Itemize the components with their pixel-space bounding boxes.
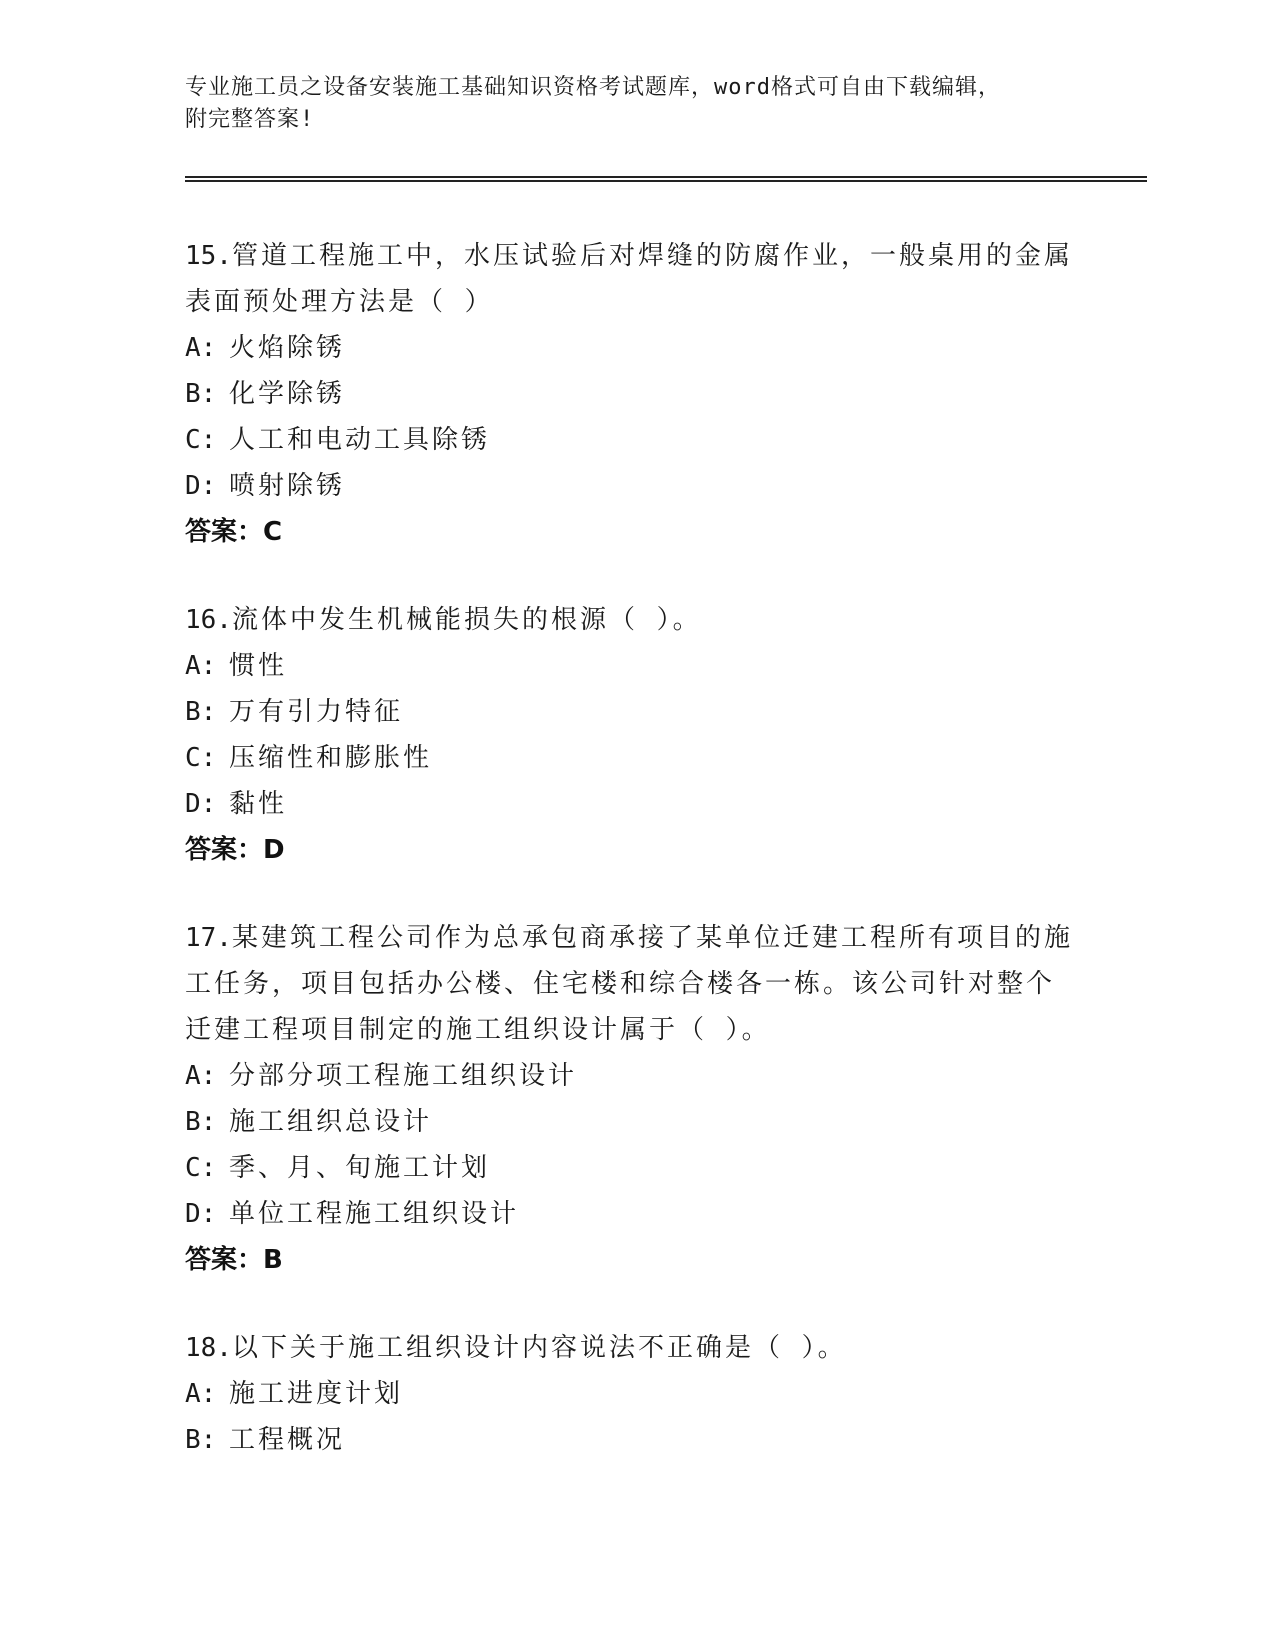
option-letter: A: [185, 651, 217, 681]
question-stem [185, 915, 1085, 961]
question-stem-line: 表面预处理方法是（ ） [185, 287, 494, 317]
question-stem-line: 工任务，项目包括办公楼、住宅楼和综合楼各一栋。该公司针对整个 [185, 969, 1056, 999]
question-stem [185, 1325, 1085, 1371]
answer-line: 答案：B [185, 1245, 283, 1275]
question-stem [185, 597, 1085, 643]
option-a [185, 1371, 1085, 1417]
option-b [185, 689, 1085, 735]
option-b [185, 371, 1085, 417]
question-stem-line: 某建筑工程公司作为总承包商承接了某单位迁建工程所有项目的施 [231, 923, 1073, 953]
question-list [185, 233, 1085, 1505]
question-15 [185, 233, 1085, 555]
header-divider [185, 176, 1147, 182]
option-letter: D: [185, 789, 217, 819]
option-d [185, 1191, 1085, 1237]
option-text: 季、月、旬施工计划 [229, 1153, 491, 1183]
option-letter: B: [185, 1107, 217, 1137]
option-c [185, 735, 1085, 781]
question-stem-line: 流体中发生机械能损失的根源（ ）。 [231, 605, 702, 635]
option-a [185, 1053, 1085, 1099]
option-text: 喷射除锈 [229, 471, 346, 501]
answer-line: 答案：C [185, 517, 283, 547]
option-c [185, 417, 1085, 463]
question-number: 15. [185, 241, 232, 271]
option-c [185, 1145, 1085, 1191]
option-letter: C: [185, 743, 217, 773]
option-text: 工程概况 [229, 1425, 346, 1455]
option-letter: A: [185, 1061, 217, 1091]
question-stem-line: 以下关于施工组织设计内容说法不正确是（ ）。 [231, 1333, 847, 1363]
option-text: 万有引力特征 [229, 697, 404, 727]
option-b [185, 1099, 1085, 1145]
option-text: 施工进度计划 [229, 1379, 404, 1409]
question-number: 16. [185, 605, 232, 635]
option-text: 单位工程施工组织设计 [229, 1199, 520, 1229]
option-letter: C: [185, 425, 217, 455]
question-number: 17. [185, 923, 232, 953]
option-text: 火焰除锈 [229, 333, 346, 363]
question-17 [185, 915, 1085, 1283]
option-text: 人工和电动工具除锈 [229, 425, 491, 455]
option-text: 分部分项工程施工组织设计 [229, 1061, 578, 1091]
option-d [185, 463, 1085, 509]
option-b [185, 1417, 1085, 1463]
option-letter: A: [185, 1379, 217, 1409]
option-a [185, 325, 1085, 371]
option-text: 惯性 [229, 651, 288, 681]
option-letter: C: [185, 1153, 217, 1183]
option-text: 化学除锈 [229, 379, 346, 409]
option-letter: A: [185, 333, 217, 363]
question-18 [185, 1325, 1085, 1463]
option-a [185, 643, 1085, 689]
document-header [185, 72, 1085, 136]
question-stem [185, 233, 1085, 279]
question-16 [185, 597, 1085, 873]
question-number: 18. [185, 1333, 232, 1363]
header-line-1: 专业施工员之设备安装施工基础知识资格考试题库，word格式可自由下载编辑， [185, 75, 1001, 100]
option-letter: B: [185, 697, 217, 727]
option-letter: D: [185, 471, 217, 501]
option-letter: B: [185, 1425, 217, 1455]
header-line-2: 附完整答案! [185, 107, 315, 132]
question-stem-line: 迁建工程项目制定的施工组织设计属于（ ）。 [185, 1015, 771, 1045]
option-text: 压缩性和膨胀性 [229, 743, 433, 773]
option-d [185, 781, 1085, 827]
option-text: 黏性 [229, 789, 288, 819]
option-letter: D: [185, 1199, 217, 1229]
option-letter: B: [185, 379, 217, 409]
answer-line: 答案：D [185, 835, 285, 865]
option-text: 施工组织总设计 [229, 1107, 433, 1137]
question-stem-line: 管道工程施工中，水压试验后对焊缝的防腐作业，一般桌用的金属 [231, 241, 1073, 271]
